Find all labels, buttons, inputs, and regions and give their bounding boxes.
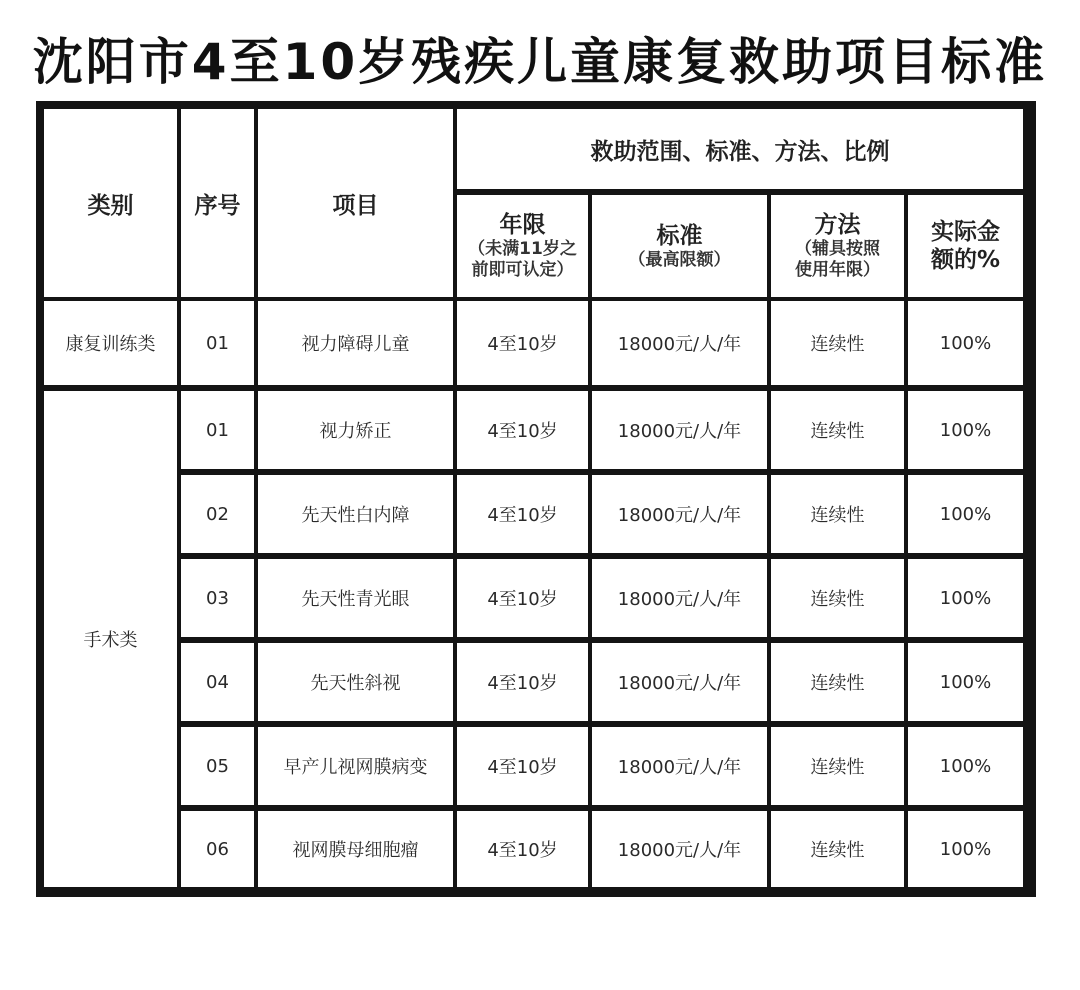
row-seq: 01 <box>181 301 254 385</box>
row-ratio: 100% <box>908 643 1023 721</box>
row-method: 连续性 <box>771 811 904 887</box>
row-method: 连续性 <box>771 727 904 805</box>
row-method: 连续性 <box>771 475 904 553</box>
row-age: 4至10岁 <box>457 391 588 469</box>
header-method-label: 方法 <box>814 212 861 238</box>
row-standard: 18000元/人/年 <box>592 301 767 385</box>
row-seq: 04 <box>181 643 254 721</box>
row-item: 先天性青光眼 <box>258 559 453 637</box>
row-item: 视力矫正 <box>258 391 453 469</box>
header-age <box>457 195 588 297</box>
row-method: 连续性 <box>771 301 904 385</box>
row-item: 先天性白内障 <box>258 475 453 553</box>
row-ratio: 100% <box>908 301 1023 385</box>
row-seq: 05 <box>181 727 254 805</box>
row-seq: 01 <box>181 391 254 469</box>
header-item: 项目 <box>258 109 453 297</box>
row-standard: 18000元/人/年 <box>592 559 767 637</box>
row-ratio: 100% <box>908 391 1023 469</box>
header-method-note-2: 使用年限） <box>795 260 880 280</box>
row-method: 连续性 <box>771 643 904 721</box>
row-standard: 18000元/人/年 <box>592 727 767 805</box>
category-surgery: 手术类 <box>44 391 177 887</box>
row-ratio: 100% <box>908 727 1023 805</box>
row-age: 4至10岁 <box>457 475 588 553</box>
row-item: 早产儿视网膜病变 <box>258 727 453 805</box>
row-ratio: 100% <box>908 811 1023 887</box>
row-seq: 02 <box>181 475 254 553</box>
row-age: 4至10岁 <box>457 727 588 805</box>
header-category: 类别 <box>44 109 177 297</box>
row-ratio: 100% <box>908 475 1023 553</box>
row-method: 连续性 <box>771 559 904 637</box>
header-ratio-line-1: 实际金 <box>930 219 1000 245</box>
row-age: 4至10岁 <box>457 301 588 385</box>
category-rehab-training: 康复训练类 <box>44 301 177 385</box>
page-title: 沈阳市4至10岁残疾儿童康复救助项目标准 <box>32 33 1048 91</box>
header-method <box>771 195 904 297</box>
header-ratio-line-2: 额的% <box>930 247 1001 273</box>
header-age-note-1: （未满11岁之 <box>468 239 577 259</box>
row-item: 先天性斜视 <box>258 643 453 721</box>
header-standard-label: 标准 <box>656 222 703 249</box>
header-age-note-2: 前即可认定） <box>471 260 574 280</box>
header-standard-note: （最高限额） <box>628 249 731 270</box>
header-standard <box>592 195 767 297</box>
header-seq: 序号 <box>181 109 254 297</box>
row-ratio: 100% <box>908 559 1023 637</box>
row-seq: 03 <box>181 559 254 637</box>
standards-table <box>36 101 1036 897</box>
row-standard: 18000元/人/年 <box>592 811 767 887</box>
header-ratio <box>908 195 1023 297</box>
header-method-note-1: （辅具按照 <box>795 239 880 259</box>
row-standard: 18000元/人/年 <box>592 391 767 469</box>
row-age: 4至10岁 <box>457 559 588 637</box>
header-age-label: 年限 <box>499 212 546 238</box>
row-age: 4至10岁 <box>457 811 588 887</box>
row-item: 视力障碍儿童 <box>258 301 453 385</box>
row-age: 4至10岁 <box>457 643 588 721</box>
row-standard: 18000元/人/年 <box>592 475 767 553</box>
row-seq: 06 <box>181 811 254 887</box>
header-scope: 救助范围、标准、方法、比例 <box>457 109 1023 189</box>
row-method: 连续性 <box>771 391 904 469</box>
row-standard: 18000元/人/年 <box>592 643 767 721</box>
row-item: 视网膜母细胞瘤 <box>258 811 453 887</box>
